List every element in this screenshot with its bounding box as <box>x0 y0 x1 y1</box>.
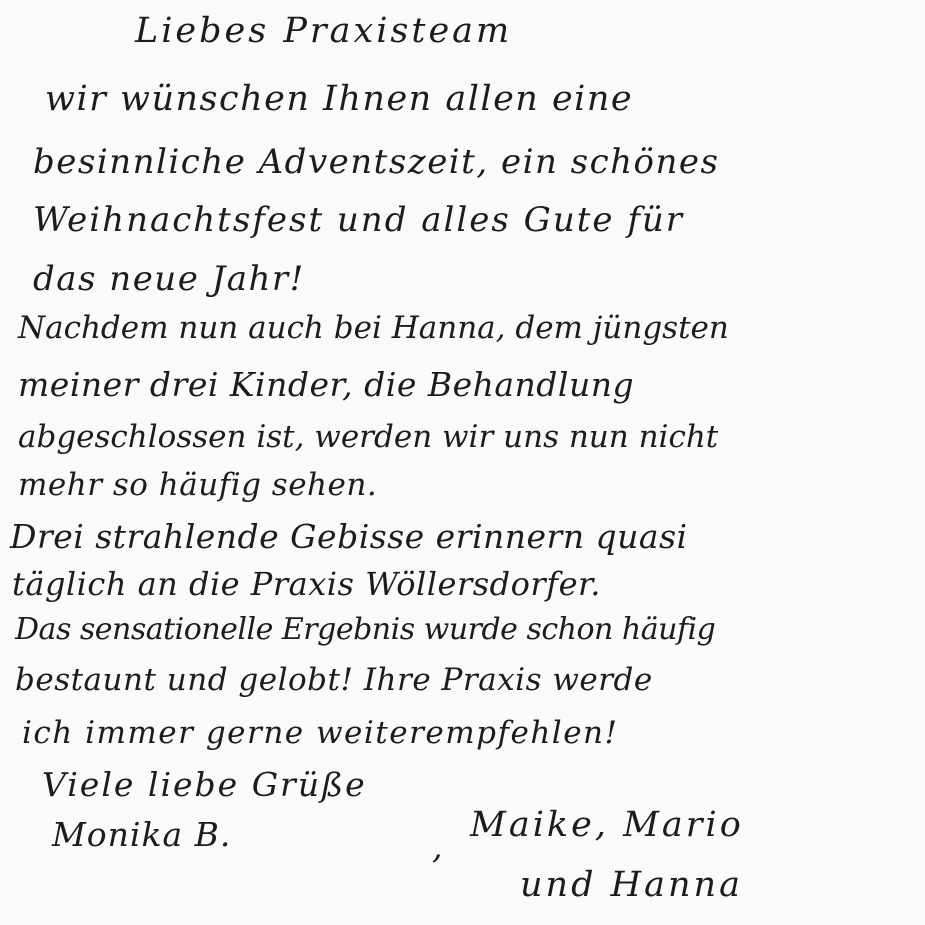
letter-line: Nachdem nun auch bei Hanna, dem jüngsten <box>18 310 729 346</box>
letter-line: abgeschlossen ist, werden wir uns nun nicht <box>18 419 719 455</box>
letter-line: Weihnachtsfest und alles Gute für <box>33 200 685 240</box>
letter-line: besinnliche Adventszeit, ein schönes <box>33 142 720 182</box>
signature-right-line-1: Maike, Mario <box>470 805 744 845</box>
letter-line: Das sensationelle Ergebnis wurde schon häufig <box>15 612 716 647</box>
letter-line: bestaunt und gelobt! Ihre Praxis werde <box>15 662 653 698</box>
letter-line: Drei strahlende Gebisse erinnern quasi <box>10 517 688 556</box>
salutation: Liebes Praxisteam <box>135 11 513 51</box>
letter-line: meiner drei Kinder, die Behandlung <box>18 365 635 404</box>
letter-line: täglich an die Praxis Wöllersdorfer. <box>12 565 601 603</box>
signature-comma: , <box>432 827 443 866</box>
letter-line: ich immer gerne weiterempfehlen! <box>22 715 619 751</box>
letter-line: das neue Jahr! <box>33 259 305 299</box>
signature-right-line-2: und Hanna <box>520 865 743 905</box>
closing: Viele liebe Grüße <box>42 765 367 804</box>
letter-line: wir wünschen Ihnen allen eine <box>45 79 634 119</box>
signature-left: Monika B. <box>52 815 232 854</box>
letter-line: mehr so häufig sehen. <box>18 467 378 503</box>
